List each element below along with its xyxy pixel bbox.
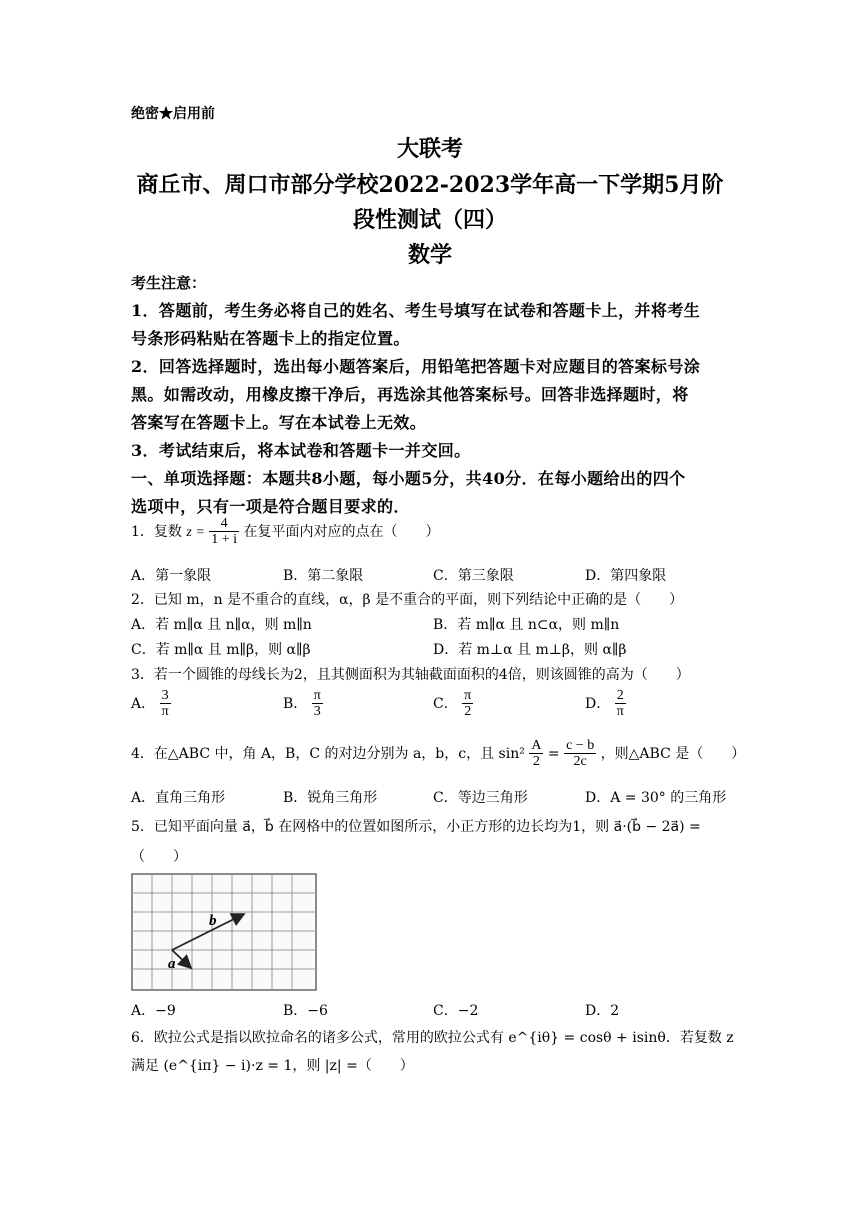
q2-option-c: C．若 m∥α 且 m∥β，则 α∥β: [131, 642, 311, 658]
notice-2-line-1: 2．回答选择题时，选出每小题答案后，用铅笔把答题卡对应题目的答案标号涂: [131, 357, 701, 376]
q4-fraction-1: [529, 738, 543, 770]
question-6-line-2: 满足 (e^{iπ} − i)·z = 1，则 |z| =（ ）: [131, 1058, 414, 1074]
q3-b-den: 3: [313, 704, 321, 720]
q3-c-num: π: [464, 688, 472, 703]
notice-3-line-1: 3．考试结束后，将本试卷和答题卡一并交回。: [131, 441, 471, 460]
q3-c-label: C．: [433, 695, 458, 712]
q1-option-b: B．第二象限: [283, 568, 364, 584]
exam-name: 大联考: [396, 136, 463, 162]
q4-fraction-2: [564, 738, 596, 770]
q4-option-d: D．A = 30° 的三角形: [585, 790, 727, 806]
title-line-1: 商丘市、周口市部分学校2022-2023学年高一下学期5月阶: [136, 172, 724, 198]
q1-pre: 1．复数: [131, 523, 182, 540]
question-1-stem: [131, 516, 439, 548]
q1-option-d: D．第四象限: [585, 568, 667, 584]
q3-a-den: π: [161, 704, 169, 720]
question-2-stem: 2．已知 m，n 是不重合的直线，α，β 是不重合的平面，则下列结论中正确的是（ ）: [131, 592, 684, 608]
question-6-line-1: 6．欧拉公式是指以欧拉命名的诸多公式，常用的欧拉公式有 e^{iθ} = cosθ + isinθ．若复数 z: [131, 1030, 734, 1046]
q4-option-b: B．锐角三角形: [283, 790, 378, 806]
q5-option-d: D．2: [585, 1003, 620, 1019]
q4-f1-num: A: [531, 738, 542, 753]
question-5-line-2: （ ）: [131, 849, 187, 865]
q3-d-label: D．: [585, 695, 611, 712]
q1-num: 4: [209, 516, 239, 532]
q4-post: ，则△ABC 是（ ）: [600, 745, 746, 762]
q3-c-fraction: [462, 688, 473, 720]
q2-option-b: B．若 m∥α 且 n⊂α，则 m∥n: [433, 617, 620, 633]
vector-b-label: b: [209, 913, 217, 929]
notice-1-line-1: 1．答题前，考生务必将自己的姓名、考生号填写在试卷和答题卡上，并将考生: [131, 301, 701, 320]
q3-a-num: 3: [160, 688, 171, 704]
question-5-line-1: 5．已知平面向量 a⃗，b⃗ 在网格中的位置如图所示，小正方形的边长均为1，则 a⃗·(b⃗ − 2a⃗) =: [131, 819, 701, 835]
q4-f2-num: c − b: [566, 738, 595, 753]
subject-title: 数学: [407, 242, 452, 268]
q3-d-fraction: [615, 688, 626, 720]
q3-a-fraction: [160, 688, 171, 720]
section-1-line-1: 一、单项选择题：本题共8小题，每小题5分，共40分．在每小题给出的四个: [131, 469, 686, 488]
q3-option-a: [131, 688, 171, 720]
q4-option-a: A．直角三角形: [131, 790, 226, 806]
q1-den: 1 + i: [211, 532, 238, 548]
q1-option-a: A．第一象限: [131, 568, 212, 584]
q4-f2-den: 2c: [573, 754, 587, 770]
q3-c-den: 2: [464, 704, 472, 720]
grid-border: [132, 874, 316, 990]
question-4-stem: [131, 738, 745, 770]
grid-svg: [131, 873, 317, 991]
vector-grid-figure: [131, 873, 317, 991]
notice-heading: 考生注意：: [131, 274, 207, 292]
q3-b-label: B．: [283, 695, 308, 712]
q1-post: 在复平面内对应的点在（ ）: [243, 523, 440, 540]
q3-option-b: [283, 688, 323, 720]
q5-option-a: A．−9: [131, 1003, 176, 1019]
q5-option-b: B．−6: [283, 1003, 328, 1019]
q4-eq: =: [547, 745, 560, 762]
notice-1-line-2: 号条形码粘贴在答题卡上的指定位置。: [131, 329, 410, 348]
question-3-stem: 3．若一个圆锥的母线长为2，且其侧面积为其轴截面面积的4倍，则该圆锥的高为（ ）: [131, 667, 690, 683]
q3-a-label: A．: [131, 695, 156, 712]
notice-2-line-3: 答案写在答题卡上。写在本试卷上无效。: [131, 413, 427, 432]
q5-option-c: C．−2: [433, 1003, 479, 1019]
q4-f1-den: 2: [532, 754, 540, 770]
q3-option-d: [585, 688, 626, 720]
q3-d-den: π: [616, 704, 624, 720]
title-line-2: 段性测试（四）: [352, 207, 507, 233]
q3-option-c: [433, 688, 473, 720]
q1-option-c: C．第三象限: [433, 568, 514, 584]
q4-option-c: C．等边三角形: [433, 790, 528, 806]
confidential-mark: 绝密★启用前: [131, 106, 215, 122]
q3-b-fraction: [312, 688, 323, 720]
notice-2-line-2: 黑。如需改动，用橡皮擦干净后，再选涂其他答案标号。回答非选择题时，将: [131, 385, 689, 404]
q3-d-num: 2: [615, 688, 626, 704]
q4-pre: 4．在△ABC 中，角 A，B，C 的对边分别为 a，b，c，且 sin²: [131, 745, 525, 762]
q1-fraction: [209, 516, 239, 548]
q3-b-num: π: [313, 688, 321, 703]
q2-option-d: D．若 m⊥α 且 m⊥β，则 α∥β: [433, 642, 627, 658]
section-1-line-2: 选项中，只有一项是符合题目要求的．: [131, 497, 410, 516]
q1-z: z =: [186, 524, 205, 540]
q2-option-a: A．若 m∥α 且 n∥α，则 m∥n: [131, 617, 312, 633]
vector-a-label: a: [168, 956, 176, 972]
